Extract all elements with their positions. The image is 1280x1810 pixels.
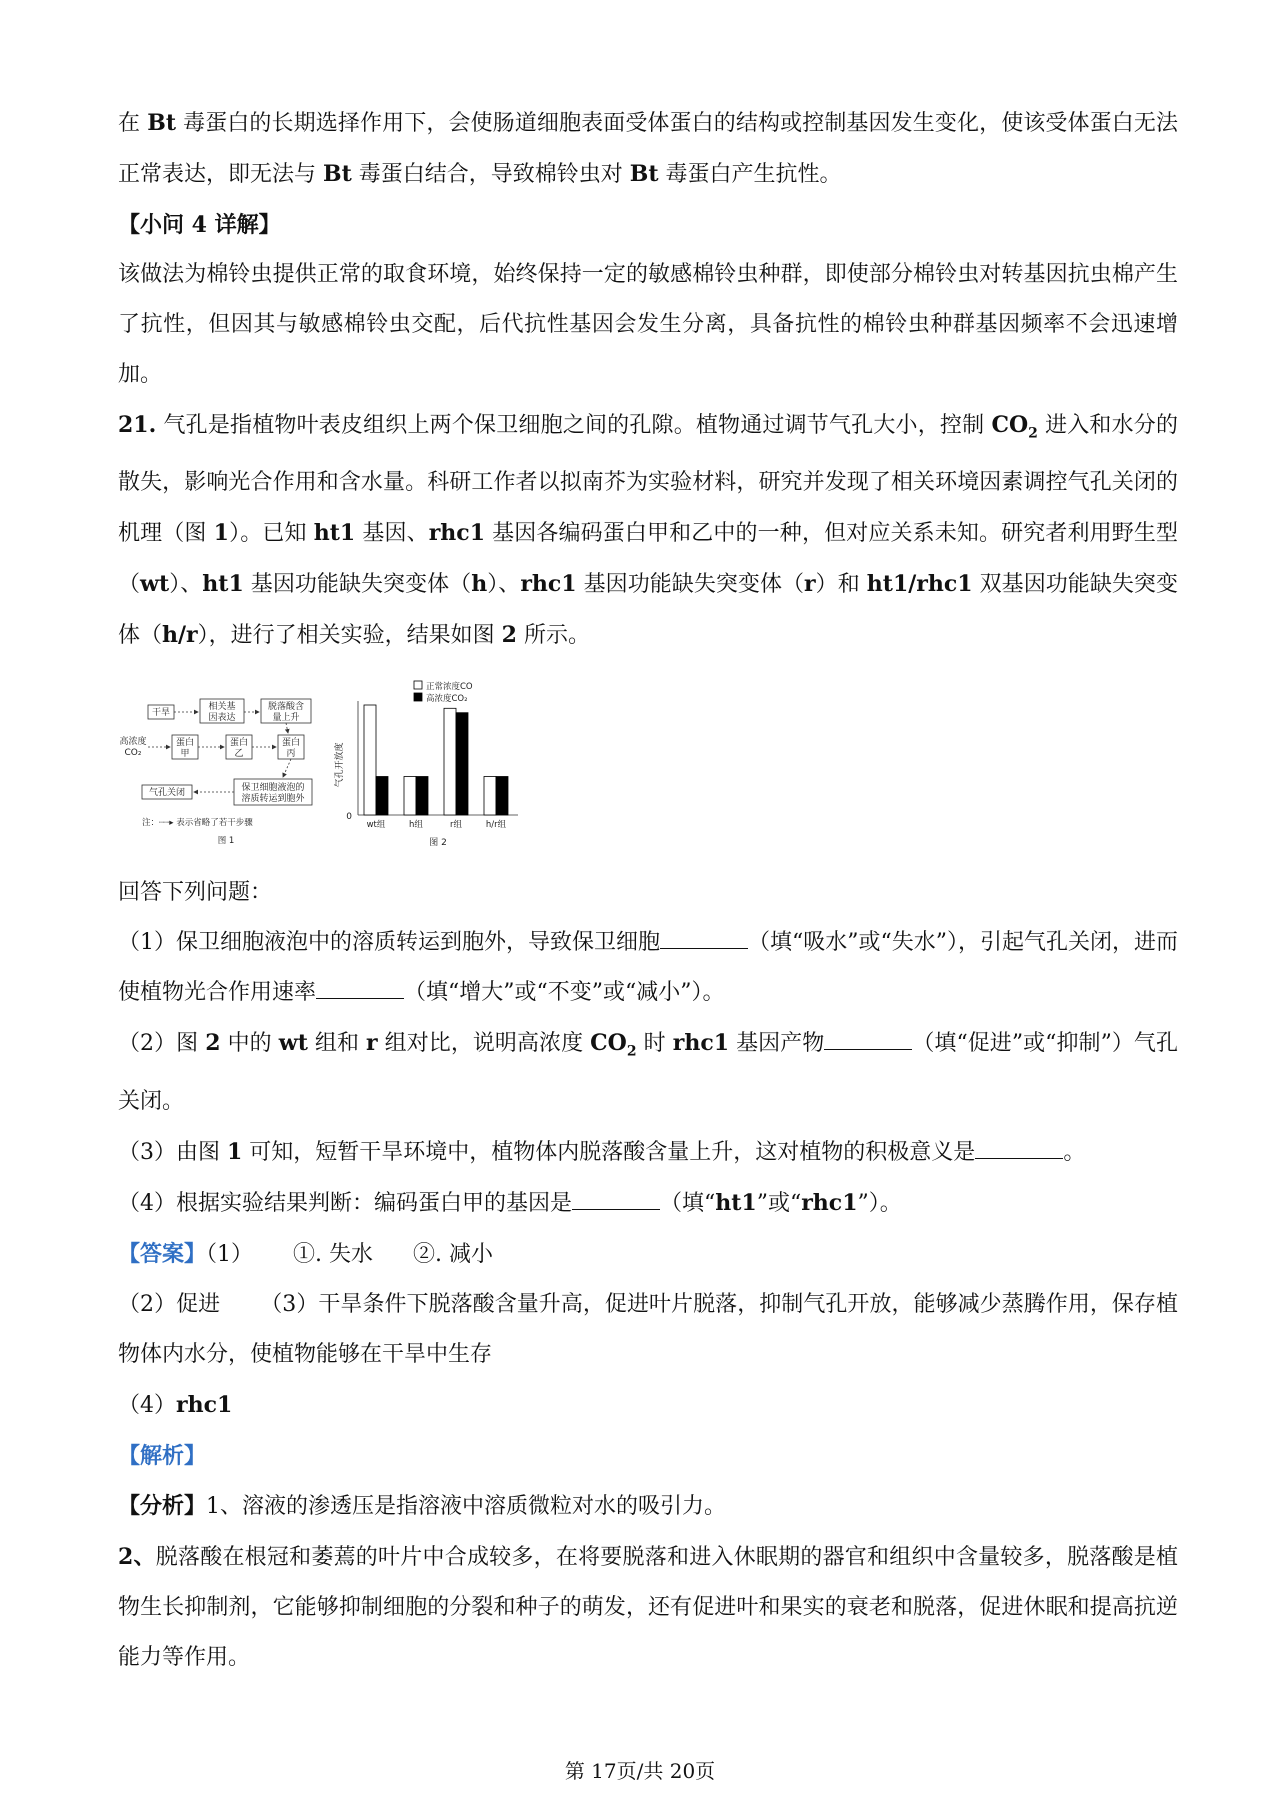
analysis-label: 【解析】 bbox=[118, 1442, 207, 1469]
fig1-caption: 图 1 bbox=[217, 836, 235, 847]
bar-normal-0 bbox=[364, 705, 376, 815]
page-content bbox=[118, 98, 1178, 1683]
sub-question-4: （4）根据实验结果判断：编码蛋白甲的基因是 （填“ht1”或“rhc1”）。 bbox=[118, 1189, 902, 1216]
paragraph-q4-detail: 该做法为棉铃虫提供正常的取食环境，始终保持一定的敏感棉铃虫种群，即使部分棉铃虫对转基因抗虫棉产生了抗性，但因其与敏感棉铃虫交配，后代抗性基因会发生分离，具备抗性的棉铃虫种群基因频率不会迅速增加。 bbox=[118, 262, 1178, 387]
answer-label: 【答案】 bbox=[118, 1240, 207, 1267]
x-tick-label-3: h/r组 bbox=[485, 820, 507, 831]
x-tick-label-2: r组 bbox=[450, 820, 462, 831]
chart-caption: 图 2 bbox=[429, 838, 447, 849]
bar-high-0 bbox=[376, 777, 388, 816]
answer-line-2-3: （2）促进 （3）干旱条件下脱落酸含量升高，促进叶片脱落，抑制气孔开放，能够减少蒸腾作用，保存植物体内水分，使植物能够在干旱中生存 bbox=[118, 1291, 1178, 1367]
analysis-2: 2、脱落酸在根冠和萎蔫的叶片中合成较多，在将要脱落和进入休眠期的器官和组织中含量较多，脱落酸是植物生长抑制剂，它能够抑制细胞的分裂和种子的萌发，还有促进叶和果实的衰老和脱落，促进休眠和提高抗逆能力等作用。 bbox=[118, 1543, 1178, 1670]
legend-swatch-1 bbox=[414, 693, 422, 701]
answer-line-4: （4）rhc1 bbox=[118, 1391, 233, 1418]
legend-label-0: 正常浓度CO bbox=[426, 682, 473, 693]
fig1-high-co2-2: CO₂ bbox=[124, 748, 142, 759]
fig1-solute-1: 保卫细胞液泡的 bbox=[241, 783, 305, 794]
bar-normal-2 bbox=[444, 709, 456, 816]
paragraph-bt-resistance: 在 Bt 毒蛋白的长期选择作用下，会使肠道细胞表面受体蛋白的结构或控制基因发生变化，使该受体蛋白无法正常表达，即无法与 Bt 毒蛋白结合，导致棉铃虫对 Bt 毒蛋白产生抗性。 bbox=[118, 110, 1178, 187]
fig1-protein-b-1: 蛋白 bbox=[229, 738, 249, 749]
x-tick-label-0: wt组 bbox=[366, 820, 386, 831]
fig1-protein-c-2: 丙 bbox=[286, 749, 296, 760]
blank-3 bbox=[975, 1140, 1063, 1159]
blank-2 bbox=[824, 1031, 912, 1050]
fig1-high-co2-1: 高浓度 bbox=[119, 737, 147, 748]
fig1-protein-c-1: 蛋白 bbox=[281, 738, 301, 749]
fig1-stomata-close: 气孔关闭 bbox=[148, 788, 186, 799]
fig1-protein-a-2: 甲 bbox=[180, 749, 190, 760]
figures-row bbox=[118, 675, 1178, 860]
blank-1b bbox=[316, 980, 404, 999]
sub-question-3: （3）由图 1 可知，短暂干旱环境中，植物体内脱落酸含量上升，这对植物的积极意义是 。 bbox=[118, 1138, 1086, 1165]
fig1-drought: 干旱 bbox=[151, 708, 171, 719]
question-21-stem: 21. 气孔是指植物叶表皮组织上两个保卫细胞之间的孔隙。植物通过调节气孔大小，控制 $CO_2$ 进入和水分的散失，影响光合作用和含水量。科研工作者以拟南芥为实验材料，研究并发现了相关环境因素调控气孔关闭的机理（图 1）。已知 ht1 基因、rhc1 基因各编码蛋白甲和乙中的一种，但对应关系未知。研究者利用野生型（wt）、ht1 基因功能缺失突变体（h）、rhc1 基因功能缺失突变体（r）和 ht1/rhc1 双基因功能缺失突变体（h/r），进行了相关实验，结果如图 2 所示。 bbox=[118, 412, 1179, 649]
figure-1-diagram bbox=[118, 675, 318, 855]
heading-question-4: 【小问 4 详解】 bbox=[118, 212, 281, 238]
page-footer: 第 17页/共 20页 bbox=[564, 1759, 716, 1783]
chart-y-axis-label: 气孔开放度 bbox=[335, 742, 345, 788]
bar-normal-3 bbox=[484, 777, 496, 816]
bar-high-2 bbox=[456, 713, 468, 815]
chart-y-tick-0: 0 bbox=[346, 812, 352, 823]
blank-1a bbox=[660, 930, 748, 949]
legend-label-1: 高浓度CO₂ bbox=[426, 694, 468, 705]
fig1-gene-expr-1: 相关基 bbox=[208, 702, 236, 713]
answer-line-1: 【答案】（1） ①. 失水 ②. 减小 bbox=[118, 1240, 494, 1267]
fig1-gene-expr-2: 因表达 bbox=[208, 713, 236, 724]
fig1-solute-2: 溶质转运到胞外 bbox=[241, 794, 305, 805]
fig1-note: 注：┈┈▸ 表示省略了若干步骤 bbox=[142, 818, 253, 829]
figure-2-bar-chart bbox=[328, 675, 528, 860]
sub-question-1: （1）保卫细胞液泡中的溶质转运到胞外，导致保卫细胞 （填“吸水”或“失水”），引起气孔关闭，进而使植物光合作用速率 （填“增大”或“不变”或“减小”）。 bbox=[118, 930, 1178, 1006]
bar-high-1 bbox=[416, 777, 428, 816]
x-tick-label-1: h组 bbox=[409, 820, 423, 831]
fig1-aba-1: 脱落酸含 bbox=[267, 702, 305, 713]
sub-question-2: （2）图 2 中的 wt 组和 r 组对比，说明高浓度 $CO_2$ 时 rhc1 基因产物 （填“促进”或“抑制”）气孔关闭。 bbox=[118, 1030, 1178, 1114]
blank-4 bbox=[572, 1191, 660, 1210]
analysis-1: 【分析】1、溶液的渗透压是指溶液中溶质微粒对水的吸引力。 bbox=[118, 1492, 727, 1519]
fig1-aba-2: 量上升 bbox=[272, 713, 300, 724]
legend-swatch-0 bbox=[414, 681, 422, 689]
fig1-protein-b-2: 乙 bbox=[234, 749, 244, 760]
bar-high-3 bbox=[496, 777, 508, 816]
bar-normal-1 bbox=[404, 777, 416, 816]
answer-prompt: 回答下列问题： bbox=[118, 880, 273, 906]
fig1-protein-a-1: 蛋白 bbox=[175, 738, 195, 749]
